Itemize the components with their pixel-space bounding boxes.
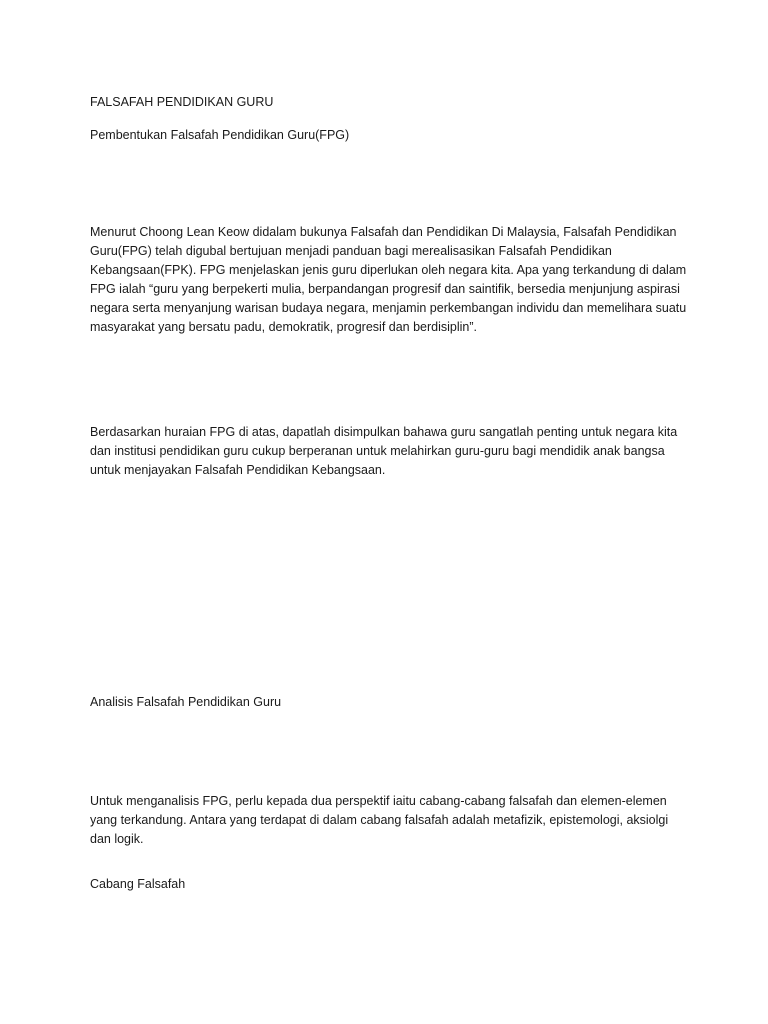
- paragraph-intro: Menurut Choong Lean Keow didalam bukunya Falsafah dan Pendidikan Di Malaysia, Falsafah Pendidikan Guru(FPG) telah digubal bertujuan menjadi panduan bagi merealisasikan Falsafah Pendidikan Kebangsaan(FPK). FPG menjelaskan jenis guru diperlukan oleh negara kita. Apa yang terkandung di dalam FPG ialah “guru yang berpekerti mulia, berpandangan progresif dan saintifik, bersedia menjunjung aspirasi negara serta menyanjung warisan budaya negara, menjamin perkembangan individu dan memelihara suatu masyarakat yang bersatu padu, demokratik, progresif dan berdisiplin”.: [90, 225, 687, 334]
- document-subtitle: Pembentukan Falsafah Pendidikan Guru(FPG): [90, 128, 350, 142]
- section-heading-analysis: Analisis Falsafah Pendidikan Guru: [90, 695, 282, 709]
- document-title: FALSAFAH PENDIDIKAN GURU: [90, 95, 274, 109]
- paragraph-analysis: Untuk menganalisis FPG, perlu kepada dua perspektif iaitu cabang-cabang falsafah dan elemen-elemen yang terkandung. Antara yang terdapat di dalam cabang falsafah adalah metafizik, epistemologi, aksiolgi dan logik.: [90, 794, 669, 846]
- paragraph-conclusion: Berdasarkan huraian FPG di atas, dapatlah disimpulkan bahawa guru sangatlah penting untuk negara kita dan institusi pendidikan guru cukup berperanan untuk melahirkan guru-guru bagi mendidik anak bangsa untuk menjayakan Falsafah Pendidikan Kebangsaan.: [90, 425, 678, 477]
- section-heading-branch: Cabang Falsafah: [90, 877, 186, 891]
